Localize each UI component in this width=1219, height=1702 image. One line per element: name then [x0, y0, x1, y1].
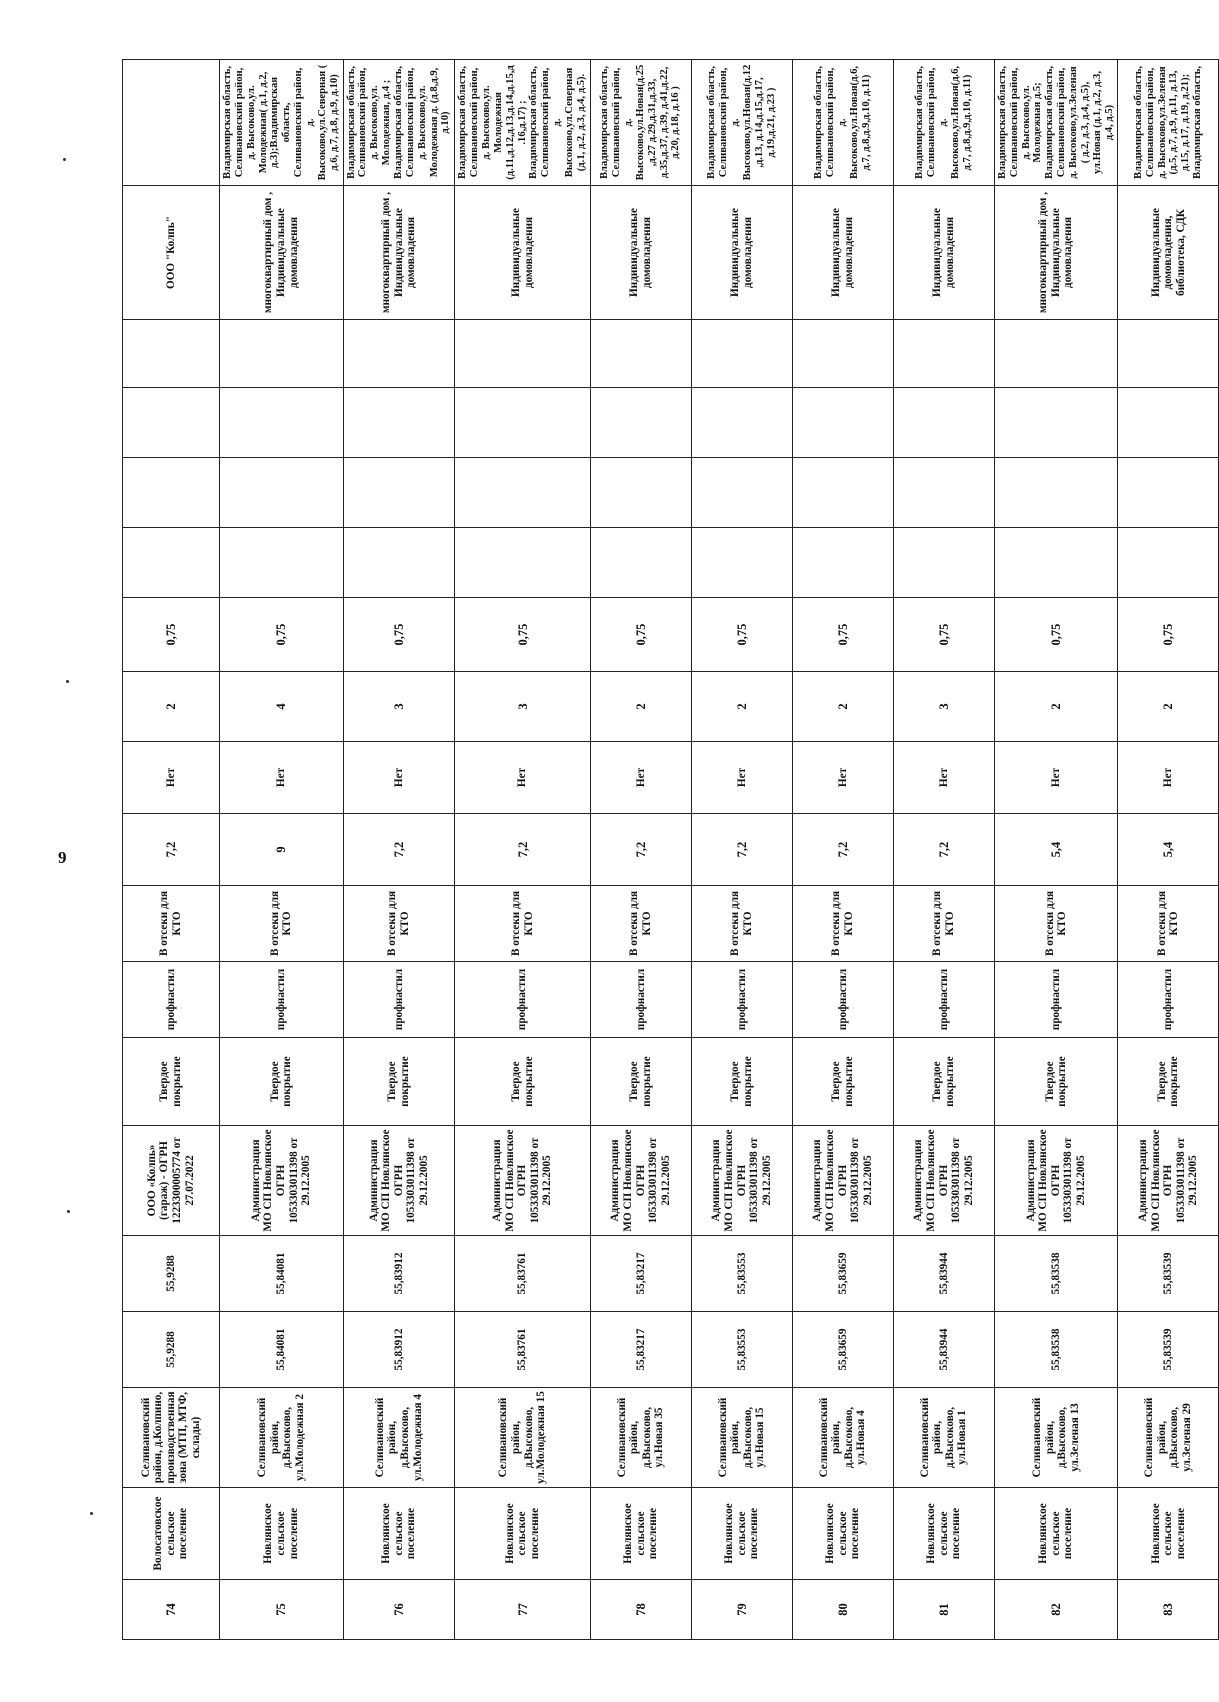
waste-source-address-cell: Владимирская область, Селивановский район, д. Высоково,ул. Молодежная д.5; Владимирская область, Селивановский район, д. Высоково,ул.Зеленая ( д.2, д.3, д.4, д.5), ул.Новая (д.1, д.2, д.3, д.4, д.5) [994, 60, 1118, 186]
empty-cell [590, 528, 691, 598]
container-volume-cell: 0,75 [220, 598, 344, 672]
area-cell: 7,2 [792, 814, 893, 886]
surface-cell: Твердое покрытие [1118, 1038, 1219, 1126]
waste-source-cell: Индивидуальные домовладения, библиотека, СДК [1118, 186, 1219, 320]
longitude-cell: 55,83944 [893, 1236, 994, 1312]
canopy-cell: Нет [994, 742, 1118, 814]
table-row [123, 60, 220, 1640]
container-count-cell: 3 [455, 672, 590, 742]
empty-cell [343, 528, 455, 598]
waste-source-address-cell [123, 60, 220, 186]
waste-source-address-cell: Владимирская область, Селивановский район, д. Высоково,ул.Зеленая (д.5, д.7, д.9, д.11, д.13, д.15, д.17, д.19, д.21); Владимирская область, [1118, 60, 1219, 186]
owner-cell: Администрация МО СП Новлянское ОГРН 1053303011398 от 29.12.2005 [220, 1126, 344, 1236]
longitude-cell: 55,83217 [590, 1236, 691, 1312]
waste-source-cell: многоквартирный дом , Индивидуальные домовладения [994, 186, 1118, 320]
row-number-cell: 74 [123, 1580, 220, 1640]
canopy-cell: Нет [1118, 742, 1219, 814]
canopy-cell: Нет [691, 742, 792, 814]
container-count-cell: 2 [691, 672, 792, 742]
waste-source-cell: Индивидуальные домовладения [455, 186, 590, 320]
waste-source-cell: многоквартирный дом , Индивидуальные домовладения [343, 186, 455, 320]
empty-cell [455, 458, 590, 528]
empty-cell [994, 320, 1118, 388]
surface-cell: Твердое покрытие [792, 1038, 893, 1126]
empty-cell [893, 528, 994, 598]
location-cell: Селивановский район, д.Высоково, ул.Молодежная 15 [455, 1388, 590, 1488]
empty-cell [343, 458, 455, 528]
owner-cell: Администрация МО СП Новлянское ОГРН 1053303011398 от 29.12.2005 [455, 1126, 590, 1236]
waste-source-cell: ООО "Колпь" [123, 186, 220, 320]
canopy-cell: Нет [455, 742, 590, 814]
owner-cell: Администрация МО СП Новлянское ОГРН 1053303011398 от 29.12.2005 [343, 1126, 455, 1236]
location-cell: Селивановский район, д.Колпино, производственная зона (МТП, МТФ, склады) [123, 1388, 220, 1488]
scan-speck [63, 158, 66, 161]
location-cell: Селивановский район, д.Высоково, ул.Новая 15 [691, 1388, 792, 1488]
location-cell: Селивановский район, д.Высоково, ул.Зеленая 29 [1118, 1388, 1219, 1488]
latitude-cell: 55,83539 [1118, 1312, 1219, 1388]
empty-cell [893, 320, 994, 388]
latitude-cell: 55,83761 [455, 1312, 590, 1388]
settlement-cell: Новлянское сельское поселение [220, 1488, 344, 1580]
empty-cell [123, 458, 220, 528]
empty-cell [590, 320, 691, 388]
empty-cell [691, 458, 792, 528]
owner-cell: Администрация МО СП Новлянское ОГРН 1053303011398 от 29.12.2005 [792, 1126, 893, 1236]
surface-cell: Твердое покрытие [220, 1038, 344, 1126]
settlement-cell: Новлянское сельское поселение [455, 1488, 590, 1580]
container-count-cell: 3 [893, 672, 994, 742]
storage-cell: В отсеки для КТО [994, 886, 1118, 962]
empty-cell [893, 458, 994, 528]
owner-cell: Администрация МО СП Новлянское ОГРН 1053303011398 от 29.12.2005 [691, 1126, 792, 1236]
longitude-cell: 55,84081 [220, 1236, 344, 1312]
fence-cell: профнастил [455, 962, 590, 1038]
empty-cell [1118, 528, 1219, 598]
empty-cell [455, 388, 590, 458]
scan-speck [90, 1512, 93, 1515]
table-row [691, 60, 792, 1640]
longitude-cell: 55,83553 [691, 1236, 792, 1312]
empty-cell [792, 528, 893, 598]
storage-cell: В отсеки для КТО [893, 886, 994, 962]
empty-cell [220, 320, 344, 388]
container-volume-cell: 0,75 [455, 598, 590, 672]
table-row [455, 60, 590, 1640]
latitude-cell: 55,84081 [220, 1312, 344, 1388]
surface-cell: Твердое покрытие [893, 1038, 994, 1126]
empty-cell [220, 458, 344, 528]
surface-cell: Твердое покрытие [691, 1038, 792, 1126]
rotated-table-sheet [122, 64, 1204, 1640]
fence-cell: профнастил [343, 962, 455, 1038]
empty-cell [994, 528, 1118, 598]
empty-cell [343, 388, 455, 458]
table-row [792, 60, 893, 1640]
location-cell: Селивановский район, д.Высоково, ул.Новая 35 [590, 1388, 691, 1488]
area-cell: 7,2 [590, 814, 691, 886]
waste-source-address-cell: Владимирская область, Селивановский район, д. Высоково,ул.Новая(д.6,д.7, д.8,д.9,д.10, д.11) [893, 60, 994, 186]
table-row [343, 60, 455, 1640]
scan-speck [66, 680, 69, 683]
longitude-cell: 55,83912 [343, 1236, 455, 1312]
area-cell: 7,2 [691, 814, 792, 886]
settlement-cell: Новлянское сельское поселение [994, 1488, 1118, 1580]
settlement-cell: Новлянское сельское поселение [1118, 1488, 1219, 1580]
empty-cell [893, 388, 994, 458]
waste-source-address-cell: Владимирская область, Селивановский район, д. Высоково,ул.Новая(д.6,д.7, д.8,д.9,д.10, д.11) [792, 60, 893, 186]
empty-cell [1118, 458, 1219, 528]
empty-cell [691, 388, 792, 458]
empty-cell [123, 320, 220, 388]
location-cell: Селивановский район, д.Высоково, ул.Молодежная 2 [220, 1388, 344, 1488]
container-count-cell: 2 [590, 672, 691, 742]
longitude-cell: 55,83761 [455, 1236, 590, 1312]
longitude-cell: 55,9288 [123, 1236, 220, 1312]
container-volume-cell: 0,75 [1118, 598, 1219, 672]
storage-cell: В отсеки для КТО [792, 886, 893, 962]
location-cell: Селивановский район, д.Высоково, ул.Новая 4 [792, 1388, 893, 1488]
fence-cell: профнастил [792, 962, 893, 1038]
canopy-cell: Нет [343, 742, 455, 814]
row-number-cell: 83 [1118, 1580, 1219, 1640]
waste-sites-table [122, 59, 1219, 1640]
empty-cell [455, 320, 590, 388]
table-row [220, 60, 344, 1640]
fence-cell: профнастил [994, 962, 1118, 1038]
row-number-cell: 76 [343, 1580, 455, 1640]
latitude-cell: 55,83217 [590, 1312, 691, 1388]
scan-speck [67, 1210, 70, 1213]
area-cell: 5,4 [1118, 814, 1219, 886]
row-number-cell: 82 [994, 1580, 1118, 1640]
table-row [590, 60, 691, 1640]
empty-cell [691, 320, 792, 388]
latitude-cell: 55,83538 [994, 1312, 1118, 1388]
empty-cell [792, 320, 893, 388]
storage-cell: В отсеки для КТО [455, 886, 590, 962]
longitude-cell: 55,83538 [994, 1236, 1118, 1312]
area-cell: 7,2 [893, 814, 994, 886]
row-number-cell: 78 [590, 1580, 691, 1640]
fence-cell: профнастил [123, 962, 220, 1038]
storage-cell: В отсеки для КТО [691, 886, 792, 962]
fence-cell: профнастил [893, 962, 994, 1038]
waste-source-address-cell: Владимирская область, Селивановский район, д. Высоково,ул. Молодежная (д.11,д.12,д.13,д.14,д.15,д.16,д.17) ; Владимирская область, Селивановский район, д. Высоково,ул.Северная (д.1, д.2, д.3, д.4, д.5). [455, 60, 590, 186]
latitude-cell: 55,83944 [893, 1312, 994, 1388]
owner-cell: ООО «Колпь» (гараж) - ОГРН 1223300005774 от 27.07.2022 [123, 1126, 220, 1236]
container-volume-cell: 0,75 [343, 598, 455, 672]
empty-cell [455, 528, 590, 598]
settlement-cell: Новлянское сельское поселение [343, 1488, 455, 1580]
latitude-cell: 55,9288 [123, 1312, 220, 1388]
empty-cell [123, 528, 220, 598]
settlement-cell: Новлянское сельское поселение [792, 1488, 893, 1580]
empty-cell [691, 528, 792, 598]
empty-cell [123, 388, 220, 458]
empty-cell [792, 458, 893, 528]
waste-source-address-cell: Владимирская область, Селивановский район, д. Высоково,ул.Новая(д.12,д.13, д.14,д.15,д.17, д.19,д.21, д.23 ) [691, 60, 792, 186]
waste-source-cell: Индивидуальные домовладения [792, 186, 893, 320]
container-volume-cell: 0,75 [893, 598, 994, 672]
area-cell: 7,2 [123, 814, 220, 886]
longitude-cell: 55,83539 [1118, 1236, 1219, 1312]
row-number-cell: 79 [691, 1580, 792, 1640]
location-cell: Селивановский район, д.Высоково, ул.Молодежная 4 [343, 1388, 455, 1488]
empty-cell [1118, 388, 1219, 458]
table-row [893, 60, 994, 1640]
surface-cell: Твердое покрытие [455, 1038, 590, 1126]
empty-cell [792, 388, 893, 458]
settlement-cell: Новлянское сельское поселение [590, 1488, 691, 1580]
surface-cell: Твердое покрытие [590, 1038, 691, 1126]
container-volume-cell: 0,75 [691, 598, 792, 672]
canopy-cell: Нет [893, 742, 994, 814]
container-count-cell: 2 [1118, 672, 1219, 742]
waste-source-cell: Индивидуальные домовладения [590, 186, 691, 320]
storage-cell: В отсеки для КТО [220, 886, 344, 962]
settlement-cell: Волосатовское сельское поселение [123, 1488, 220, 1580]
table-row [994, 60, 1118, 1640]
row-number-cell: 77 [455, 1580, 590, 1640]
latitude-cell: 55,83912 [343, 1312, 455, 1388]
latitude-cell: 55,83553 [691, 1312, 792, 1388]
storage-cell: В отсеки для КТО [123, 886, 220, 962]
settlement-cell: Новлянское сельское поселение [691, 1488, 792, 1580]
waste-source-cell: многоквартирный дом , Индивидуальные домовладения [220, 186, 344, 320]
area-cell: 7,2 [455, 814, 590, 886]
surface-cell: Твердое покрытие [123, 1038, 220, 1126]
page-number: 9 [58, 848, 67, 867]
waste-source-address-cell: Владимирская область, Селивановский район, д. Высоково,ул. Молодежная( д.1, д.2, д.3);Владимирская область, Селивановский район, д. Высоково,ул.Северная ( д.6, д.7, д.8, д.9, д.10) [220, 60, 344, 186]
surface-cell: Твердое покрытие [343, 1038, 455, 1126]
canopy-cell: Нет [123, 742, 220, 814]
location-cell: Селивановский район, д.Высоково, ул.Зеленая 13 [994, 1388, 1118, 1488]
fence-cell: профнастил [1118, 962, 1219, 1038]
container-volume-cell: 0,75 [123, 598, 220, 672]
empty-cell [220, 528, 344, 598]
empty-cell [994, 458, 1118, 528]
waste-source-cell: Индивидуальные домовладения [893, 186, 994, 320]
owner-cell: Администрация МО СП Новлянское ОГРН 1053303011398 от 29.12.2005 [994, 1126, 1118, 1236]
canopy-cell: Нет [220, 742, 344, 814]
row-number-cell: 80 [792, 1580, 893, 1640]
row-number-cell: 81 [893, 1580, 994, 1640]
row-number-cell: 75 [220, 1580, 344, 1640]
empty-cell [994, 388, 1118, 458]
empty-cell [590, 458, 691, 528]
settlement-cell: Новлянское сельское поселение [893, 1488, 994, 1580]
container-volume-cell: 0,75 [994, 598, 1118, 672]
empty-cell [220, 388, 344, 458]
container-volume-cell: 0,75 [792, 598, 893, 672]
container-count-cell: 2 [994, 672, 1118, 742]
fence-cell: профнастил [691, 962, 792, 1038]
waste-source-cell: Индивидуальные домовладения [691, 186, 792, 320]
owner-cell: Администрация МО СП Новлянское ОГРН 1053303011398 от 29.12.2005 [893, 1126, 994, 1236]
storage-cell: В отсеки для КТО [590, 886, 691, 962]
empty-cell [343, 320, 455, 388]
area-cell: 9 [220, 814, 344, 886]
location-cell: Селивановский район, д.Высоково, ул.Новая 1 [893, 1388, 994, 1488]
fence-cell: профнастил [590, 962, 691, 1038]
waste-source-address-cell: Владимирская область, Селивановский район, д. Высоково,ул. Молодежная, д.4 ; Владимирская область, Селивановский район, д. Высоково,ул. Молодежная д. (д.8,д.9, д.10) [343, 60, 455, 186]
latitude-cell: 55,83659 [792, 1312, 893, 1388]
empty-cell [1118, 320, 1219, 388]
table-row [1118, 60, 1219, 1640]
longitude-cell: 55,83659 [792, 1236, 893, 1312]
surface-cell: Твердое покрытие [994, 1038, 1118, 1126]
empty-cell [590, 388, 691, 458]
canopy-cell: Нет [590, 742, 691, 814]
owner-cell: Администрация МО СП Новлянское ОГРН 1053303011398 от 29.12.2005 [590, 1126, 691, 1236]
fence-cell: профнастил [220, 962, 344, 1038]
container-count-cell: 2 [792, 672, 893, 742]
container-count-cell: 3 [343, 672, 455, 742]
canopy-cell: Нет [792, 742, 893, 814]
container-count-cell: 4 [220, 672, 344, 742]
area-cell: 5,4 [994, 814, 1118, 886]
storage-cell: В отсеки для КТО [1118, 886, 1219, 962]
waste-source-address-cell: Владимирская область, Селивановский район, д. Высоково,ул.Новая(д.25,д.27 д.29,д.31,д.33, д.35,д.37, д.39, д.41,д.22, д.20, д.18, д.16 ) [590, 60, 691, 186]
container-volume-cell: 0,75 [590, 598, 691, 672]
area-cell: 7,2 [343, 814, 455, 886]
container-count-cell: 2 [123, 672, 220, 742]
owner-cell: Администрация МО СП Новлянское ОГРН 1053303011398 от 29.12.2005 [1118, 1126, 1219, 1236]
storage-cell: В отсеки для КТО [343, 886, 455, 962]
